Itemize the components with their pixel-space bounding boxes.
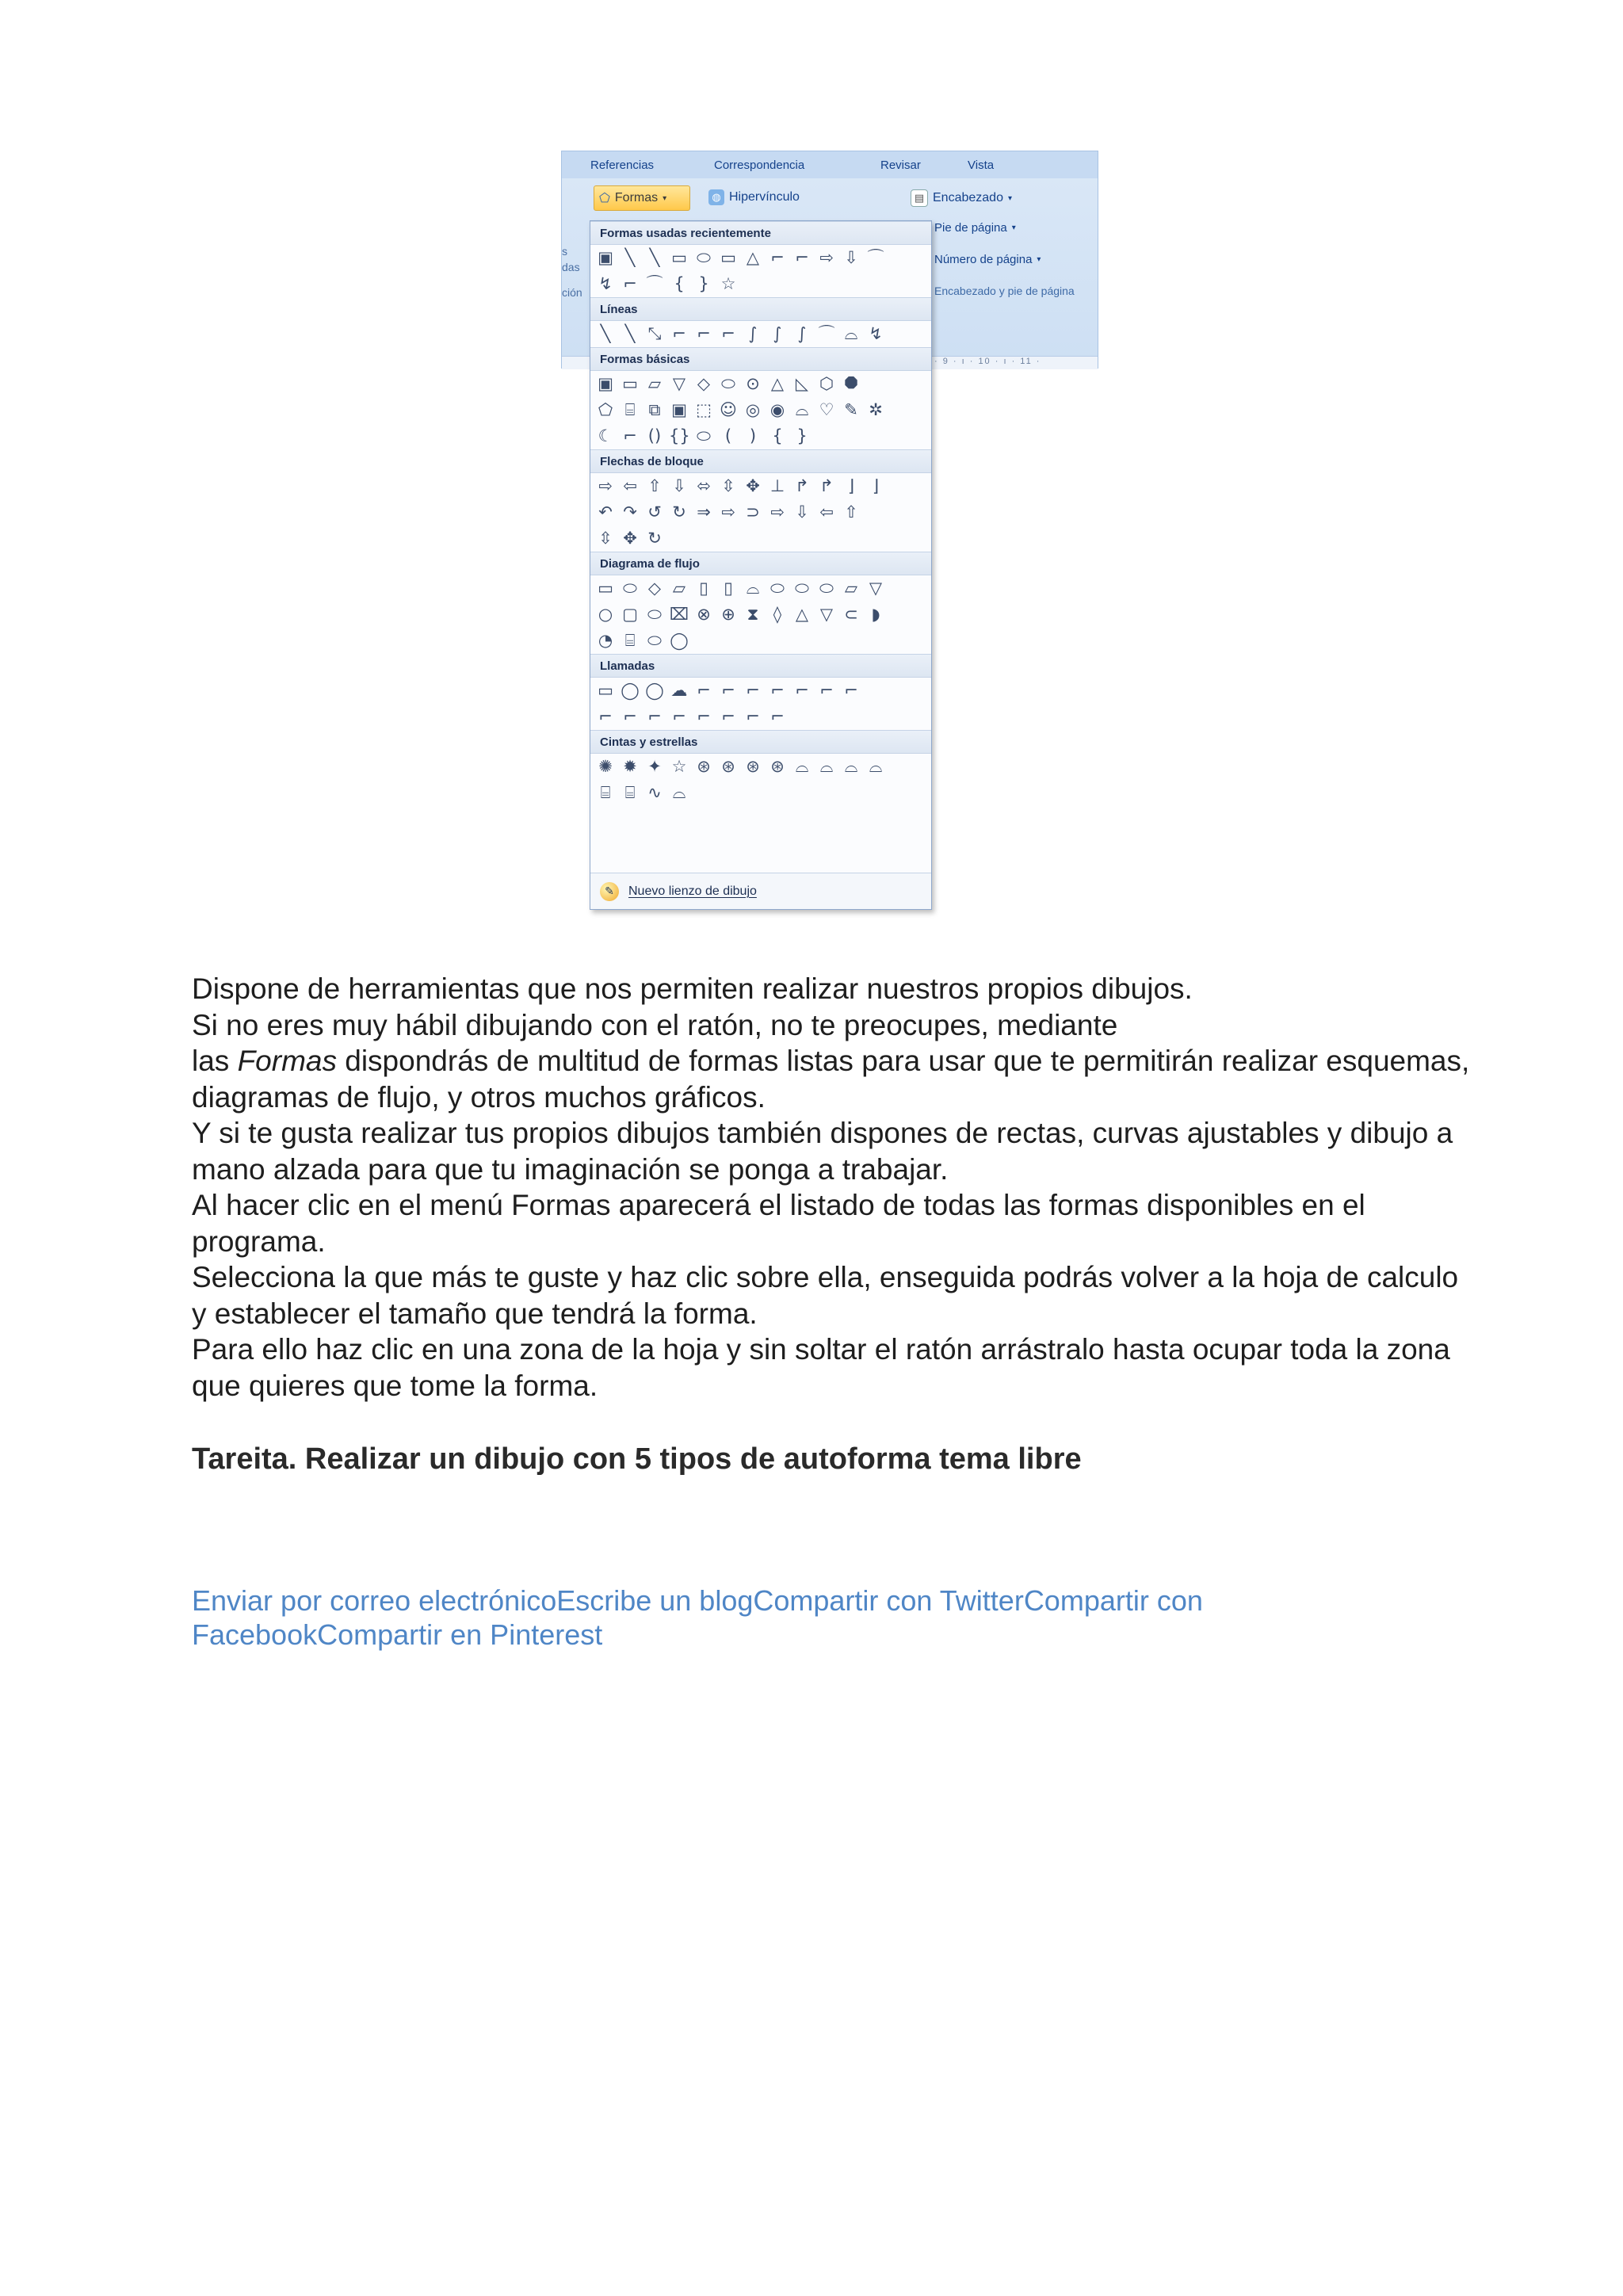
shape-row xyxy=(590,423,931,449)
shape-option-icon[interactable]: ⌐ xyxy=(697,681,711,700)
shape-option-icon[interactable]: ✥ xyxy=(746,476,760,495)
shape-option-icon[interactable]: ⌓ xyxy=(869,757,883,776)
shape-option-icon[interactable]: ⊥ xyxy=(769,476,785,495)
shape-option-icon[interactable]: ⊕ xyxy=(721,605,735,624)
shape-option-icon[interactable]: ⌒ xyxy=(867,248,884,267)
shape-option-icon[interactable]: ☾ xyxy=(598,426,613,445)
chevron-down-icon: ▾ xyxy=(663,193,667,203)
shape-option-icon[interactable]: ⌐ xyxy=(770,681,785,700)
shape-option-icon[interactable]: ◺ xyxy=(795,374,809,393)
shape-option-icon[interactable]: ⌓ xyxy=(795,400,809,419)
shape-option-icon[interactable]: ↯ xyxy=(869,324,883,343)
left-cut-text: s xyxy=(562,245,567,258)
shape-option-icon[interactable]: ⬭ xyxy=(647,605,662,624)
shapes-button[interactable] xyxy=(594,185,690,211)
shape-option-icon[interactable]: ⇒ xyxy=(697,502,711,521)
shape-option-icon[interactable]: ⌓ xyxy=(672,783,686,802)
shape-option-icon[interactable]: ▱ xyxy=(672,579,686,598)
shape-section-header: Líneas xyxy=(590,297,931,321)
shape-option-icon[interactable]: ○ xyxy=(598,605,613,624)
shapes-button-label: Formas xyxy=(614,191,659,204)
shape-option-icon[interactable]: ⌸ xyxy=(624,783,636,802)
tab-vista[interactable]: Vista xyxy=(968,159,995,172)
shape-option-icon[interactable]: ↯ xyxy=(598,274,613,293)
new-drawing-canvas-label: Nuevo lienzo de dibujo xyxy=(628,884,757,898)
shape-option-icon[interactable]: ╲ xyxy=(649,248,660,267)
shape-option-icon[interactable]: ◗ xyxy=(871,605,880,624)
body-text-segment: dispondrás de multitud de formas listas para usar que te permitirán realizar esquemas, diagramas de flujo, y otros muchos gráficos. xyxy=(192,1045,1470,1114)
shape-option-icon[interactable]: ⧉ xyxy=(648,400,661,419)
chevron-down-icon: ▾ xyxy=(1011,223,1016,232)
shape-option-icon[interactable]: ⌸ xyxy=(624,400,636,419)
shape-option-icon[interactable]: ⌐ xyxy=(647,707,662,726)
shape-option-icon[interactable]: ↱ xyxy=(795,476,809,495)
ribbon-tabs xyxy=(562,151,1098,178)
shape-option-icon[interactable]: ▱ xyxy=(647,374,662,393)
shape-row xyxy=(590,397,931,423)
shape-option-icon[interactable]: ⬠ xyxy=(598,400,613,419)
shape-option-icon[interactable]: ▽ xyxy=(869,579,883,598)
shape-option-icon[interactable]: ╲ xyxy=(600,324,611,343)
shape-option-icon[interactable]: ⬭ xyxy=(819,579,834,598)
body-text xyxy=(192,971,1476,1404)
shape-section-header: Flechas de bloque xyxy=(590,449,931,473)
shape-option-icon[interactable]: ⌐ xyxy=(795,681,809,700)
shape-option-icon[interactable]: ⇩ xyxy=(844,248,858,267)
shape-option-icon[interactable]: ∫ xyxy=(797,324,807,343)
shape-option-icon[interactable]: { xyxy=(674,274,685,293)
shape-option-icon[interactable]: ( xyxy=(724,426,732,445)
shape-option-icon[interactable]: ⧗ xyxy=(747,605,759,624)
shape-option-icon[interactable]: ⌐ xyxy=(623,426,637,445)
shape-option-icon[interactable]: {} xyxy=(669,426,690,445)
shape-option-icon[interactable]: ⌐ xyxy=(746,707,760,726)
shape-row xyxy=(590,602,931,628)
shape-option-icon[interactable]: ⇧ xyxy=(844,502,858,521)
shape-option-icon[interactable]: ⬭ xyxy=(697,426,711,445)
shape-option-icon[interactable]: ✹ xyxy=(623,757,637,776)
shape-option-icon[interactable]: ⬭ xyxy=(697,248,711,267)
body-paragraph xyxy=(192,1043,1476,1115)
shape-option-icon[interactable]: ▭ xyxy=(622,374,638,393)
shape-option-icon[interactable]: ⇩ xyxy=(795,502,809,521)
shape-option-icon[interactable]: } xyxy=(698,274,709,293)
shape-option-icon[interactable]: ⬭ xyxy=(721,374,735,393)
body-text-segment: las xyxy=(192,1045,238,1077)
shape-option-icon[interactable]: ▣ xyxy=(598,248,613,267)
shape-option-icon[interactable]: ⊛ xyxy=(746,757,760,776)
shape-row xyxy=(590,525,931,552)
shape-option-icon[interactable]: ⬭ xyxy=(795,579,809,598)
shape-row xyxy=(590,473,931,499)
shape-option-icon[interactable]: ∿ xyxy=(647,783,662,802)
shape-option-icon[interactable]: ▭ xyxy=(598,681,613,700)
shape-option-icon[interactable]: ⌐ xyxy=(721,707,735,726)
shape-option-icon[interactable]: ⬚ xyxy=(696,400,712,419)
shape-row xyxy=(590,754,931,780)
shape-option-icon[interactable]: ☺ xyxy=(720,400,737,419)
shape-option-icon[interactable]: △ xyxy=(770,374,785,393)
shape-option-icon[interactable]: ↻ xyxy=(672,502,686,521)
shape-option-icon[interactable]: ⌸ xyxy=(600,783,611,802)
shape-section-header: Diagrama de flujo xyxy=(590,552,931,575)
shape-row xyxy=(590,271,931,297)
shape-option-icon[interactable]: ▽ xyxy=(819,605,834,624)
shape-option-icon[interactable]: ⊙ xyxy=(746,374,760,393)
shape-option-icon[interactable]: ⌓ xyxy=(795,757,809,776)
shape-option-icon[interactable]: ⇧ xyxy=(647,476,662,495)
shape-option-icon[interactable]: ◔ xyxy=(598,631,613,650)
shapes-dropdown xyxy=(590,220,932,910)
shape-option-icon[interactable]: ⇦ xyxy=(623,476,637,495)
shape-option-icon[interactable]: { xyxy=(772,426,783,445)
shape-option-icon[interactable]: ⤡ xyxy=(647,324,662,343)
shape-option-icon[interactable]: ⌐ xyxy=(746,681,760,700)
shape-option-icon[interactable]: ▱ xyxy=(844,579,858,598)
shape-option-icon[interactable]: ↱ xyxy=(819,476,834,495)
shape-option-icon[interactable]: ◎ xyxy=(745,400,761,419)
shape-row xyxy=(590,678,931,704)
header-button[interactable] xyxy=(911,189,1012,207)
shape-option-icon[interactable]: ▭ xyxy=(720,248,736,267)
shape-option-icon[interactable]: ⇨ xyxy=(598,476,613,495)
shape-option-icon[interactable]: ▯ xyxy=(699,579,708,598)
shape-option-icon[interactable]: ⌸ xyxy=(624,631,636,650)
shape-option-icon[interactable]: ☁ xyxy=(670,681,688,700)
shape-option-icon[interactable]: ▣ xyxy=(671,400,687,419)
body-paragraph: Si no eres muy hábil dibujando con el ratón, no te preocupes, mediante xyxy=(192,1008,1118,1041)
shape-option-icon[interactable]: ⊂ xyxy=(844,605,858,624)
shape-option-icon[interactable]: ⇩ xyxy=(672,476,686,495)
shape-option-icon[interactable]: ♡ xyxy=(819,400,834,419)
shape-option-icon[interactable]: ⌐ xyxy=(697,324,711,343)
shape-option-icon[interactable]: ⊛ xyxy=(721,757,735,776)
shape-option-icon[interactable]: ✲ xyxy=(869,400,883,419)
shape-option-icon[interactable]: ◯ xyxy=(670,631,689,650)
shape-option-icon[interactable]: ⊛ xyxy=(770,757,785,776)
task-heading: Tareita. Realizar un dibujo con 5 tipos de autoforma tema libre xyxy=(192,1442,1082,1476)
shape-option-icon[interactable]: ⌐ xyxy=(721,324,735,343)
footer-button[interactable] xyxy=(934,221,1016,235)
shape-section-header: Formas básicas xyxy=(590,347,931,371)
shape-option-icon[interactable]: ⌐ xyxy=(795,248,809,267)
shape-option-icon[interactable]: ⌐ xyxy=(770,248,785,267)
shape-option-icon[interactable]: ⌐ xyxy=(721,681,735,700)
shape-sections xyxy=(590,221,931,806)
shape-option-icon[interactable]: ⬭ xyxy=(647,631,662,650)
body-paragraph: Para ello haz clic en una zona de la hoja y sin soltar el ratón arrástralo hasta ocupar toda la zona que quieres que tome la forma. xyxy=(192,1333,1450,1402)
shape-option-icon[interactable]: ⌐ xyxy=(623,274,637,293)
shape-option-icon[interactable]: ) xyxy=(749,426,757,445)
shape-option-icon[interactable]: ⬡ xyxy=(819,374,834,393)
shape-option-icon[interactable]: ⊗ xyxy=(697,605,711,624)
shape-option-icon[interactable]: ∫ xyxy=(748,324,758,343)
tab-correspondencia[interactable]: Correspondencia xyxy=(714,159,805,172)
shapes-menu-screenshot xyxy=(561,151,1098,910)
header-footer-group-label: Encabezado y pie de página xyxy=(934,285,1075,297)
footer-label: Pie de página xyxy=(934,221,1007,235)
shape-option-icon[interactable]: ↷ xyxy=(623,502,637,521)
body-paragraph: Y si te gusta realizar tus propios dibujos también dispones de rectas, curvas ajustables y dibujo a mano alzada para que tu imaginación se ponga a trabajar. xyxy=(192,1117,1453,1186)
shape-option-icon[interactable]: ⌓ xyxy=(746,579,760,598)
share-pinterest-link[interactable]: Compartir en Pinterest xyxy=(317,1618,603,1651)
page-icon: ▤ xyxy=(911,189,928,207)
hyperlink-label: Hipervínculo xyxy=(729,190,800,204)
shape-option-icon[interactable]: ⌓ xyxy=(844,324,858,343)
shape-option-icon[interactable]: ⌐ xyxy=(819,681,834,700)
shape-option-icon[interactable]: ∫ xyxy=(773,324,782,343)
shape-option-icon[interactable]: ⌐ xyxy=(598,707,613,726)
shape-option-icon[interactable]: } xyxy=(796,426,808,445)
share-blog-link[interactable]: Escribe un blog xyxy=(556,1584,754,1617)
shape-option-icon[interactable]: ↻ xyxy=(647,529,662,548)
shape-row xyxy=(590,371,931,397)
shape-option-icon[interactable]: ╲ xyxy=(624,248,636,267)
chevron-down-icon: ▾ xyxy=(1007,193,1012,203)
page-number-button[interactable] xyxy=(934,253,1041,266)
shape-row xyxy=(590,780,931,806)
shape-option-icon[interactable]: ⌋ xyxy=(847,476,855,495)
share-twitter-link[interactable]: Compartir con Twitter xyxy=(753,1584,1024,1617)
shape-option-icon[interactable]: ▢ xyxy=(622,605,638,624)
tab-referencias[interactable]: Referencias xyxy=(590,159,655,172)
shape-option-icon[interactable]: ╲ xyxy=(624,324,636,343)
shape-option-icon[interactable]: ⌐ xyxy=(844,681,858,700)
shape-option-icon[interactable]: ⇳ xyxy=(721,476,735,495)
shape-option-icon[interactable]: △ xyxy=(795,605,809,624)
shape-option-icon[interactable]: ▣ xyxy=(598,374,613,393)
shape-section-header: Cintas y estrellas xyxy=(590,730,931,754)
shape-option-icon[interactable]: ✦ xyxy=(647,757,662,776)
shape-option-icon[interactable]: ↺ xyxy=(647,502,662,521)
shape-option-icon[interactable]: ▭ xyxy=(598,579,613,598)
shape-option-icon[interactable]: ⇨ xyxy=(721,502,735,521)
new-drawing-canvas-item[interactable] xyxy=(590,873,931,909)
share-links xyxy=(192,1584,1301,1652)
shape-option-icon[interactable]: ⇦ xyxy=(819,502,834,521)
shape-row xyxy=(590,704,931,730)
shapes-icon: ⬠ xyxy=(599,192,610,205)
shape-row xyxy=(590,245,931,271)
shape-option-icon[interactable]: ◇ xyxy=(697,374,711,393)
shape-option-icon[interactable]: ✥ xyxy=(623,529,637,548)
shape-option-icon[interactable]: ✎ xyxy=(844,400,858,419)
shape-option-icon[interactable]: ⯃ xyxy=(844,374,858,393)
shape-option-icon[interactable]: ✺ xyxy=(598,757,613,776)
shape-option-icon[interactable]: ⌒ xyxy=(818,324,835,343)
shape-option-icon[interactable]: ☆ xyxy=(720,274,736,293)
shape-section-header: Llamadas xyxy=(590,654,931,678)
shape-row xyxy=(590,628,931,654)
shape-row xyxy=(590,321,931,347)
shape-option-icon[interactable]: ◯ xyxy=(645,681,664,700)
header-label: Encabezado xyxy=(933,191,1003,204)
body-paragraph: Dispone de herramientas que nos permiten realizar nuestros propios dibujos. xyxy=(192,972,1193,1005)
shape-option-icon[interactable]: ▽ xyxy=(672,374,686,393)
shape-option-icon[interactable]: ▯ xyxy=(724,579,733,598)
share-facebook-link[interactable]: Compartir con Facebook xyxy=(192,1584,1203,1651)
shape-option-icon[interactable]: ↶ xyxy=(598,502,613,521)
shape-option-icon[interactable]: ▭ xyxy=(671,248,687,267)
shape-option-icon[interactable]: ⊃ xyxy=(746,502,760,521)
shape-option-icon[interactable]: ⬭ xyxy=(623,579,637,598)
shape-option-icon[interactable]: ◯ xyxy=(621,681,640,700)
drawing-canvas-icon: ✎ xyxy=(600,882,619,901)
shape-option-icon[interactable]: ⌒ xyxy=(646,274,663,293)
shape-section-header: Formas usadas recientemente xyxy=(590,221,931,245)
hyperlink-button[interactable] xyxy=(708,189,800,205)
ruler: · 9 · ı · 10 · ı · 11 · xyxy=(562,356,1098,369)
shape-option-icon[interactable]: ⬄ xyxy=(697,476,711,495)
shape-option-icon[interactable]: ⇨ xyxy=(770,502,785,521)
left-cut-text: ción xyxy=(562,286,582,299)
shape-option-icon[interactable]: ⊛ xyxy=(697,757,711,776)
shape-row xyxy=(590,575,931,602)
shape-option-icon[interactable]: ⌋ xyxy=(872,476,880,495)
shape-option-icon[interactable]: () xyxy=(647,426,662,445)
shape-option-icon[interactable]: ☆ xyxy=(671,757,687,776)
shape-option-icon[interactable]: ◉ xyxy=(769,400,785,419)
body-paragraph: Selecciona la que más te guste y haz clic sobre ella, enseguida podrás volver a la hoja de calculo y establecer el tamaño que tendrá la forma. xyxy=(192,1261,1459,1330)
shape-option-icon[interactable]: ⌓ xyxy=(819,757,834,776)
shape-option-icon[interactable]: ⌐ xyxy=(672,707,686,726)
shape-option-icon[interactable]: △ xyxy=(746,248,760,267)
share-email-link[interactable]: Enviar por correo electrónico xyxy=(192,1584,557,1617)
shape-option-icon[interactable]: ⌧ xyxy=(669,605,689,624)
shape-option-icon[interactable]: ⬭ xyxy=(770,579,785,598)
tab-revisar[interactable]: Revisar xyxy=(880,159,921,172)
shape-option-icon[interactable]: ⌓ xyxy=(844,757,858,776)
shape-option-icon[interactable]: ⌐ xyxy=(672,324,686,343)
left-cut-text: das xyxy=(562,261,580,273)
shape-option-icon[interactable]: ◊ xyxy=(773,605,782,624)
chevron-down-icon: ▾ xyxy=(1037,255,1041,264)
globe-icon: ◍ xyxy=(708,189,724,205)
shape-option-icon[interactable]: ⇨ xyxy=(819,248,834,267)
shape-row xyxy=(590,499,931,525)
shape-option-icon[interactable]: ⌐ xyxy=(697,707,711,726)
shape-option-icon[interactable]: ⌐ xyxy=(770,707,785,726)
shape-option-icon[interactable]: ◇ xyxy=(647,579,662,598)
body-paragraph: Al hacer clic en el menú Formas aparecerá el listado de todas las formas disponibles en el programa. xyxy=(192,1189,1365,1258)
page-number-label: Número de página xyxy=(934,253,1033,266)
formas-emphasis: Formas xyxy=(237,1045,337,1077)
shape-option-icon[interactable]: ⇳ xyxy=(598,529,613,548)
shape-option-icon[interactable]: ⌐ xyxy=(623,707,637,726)
